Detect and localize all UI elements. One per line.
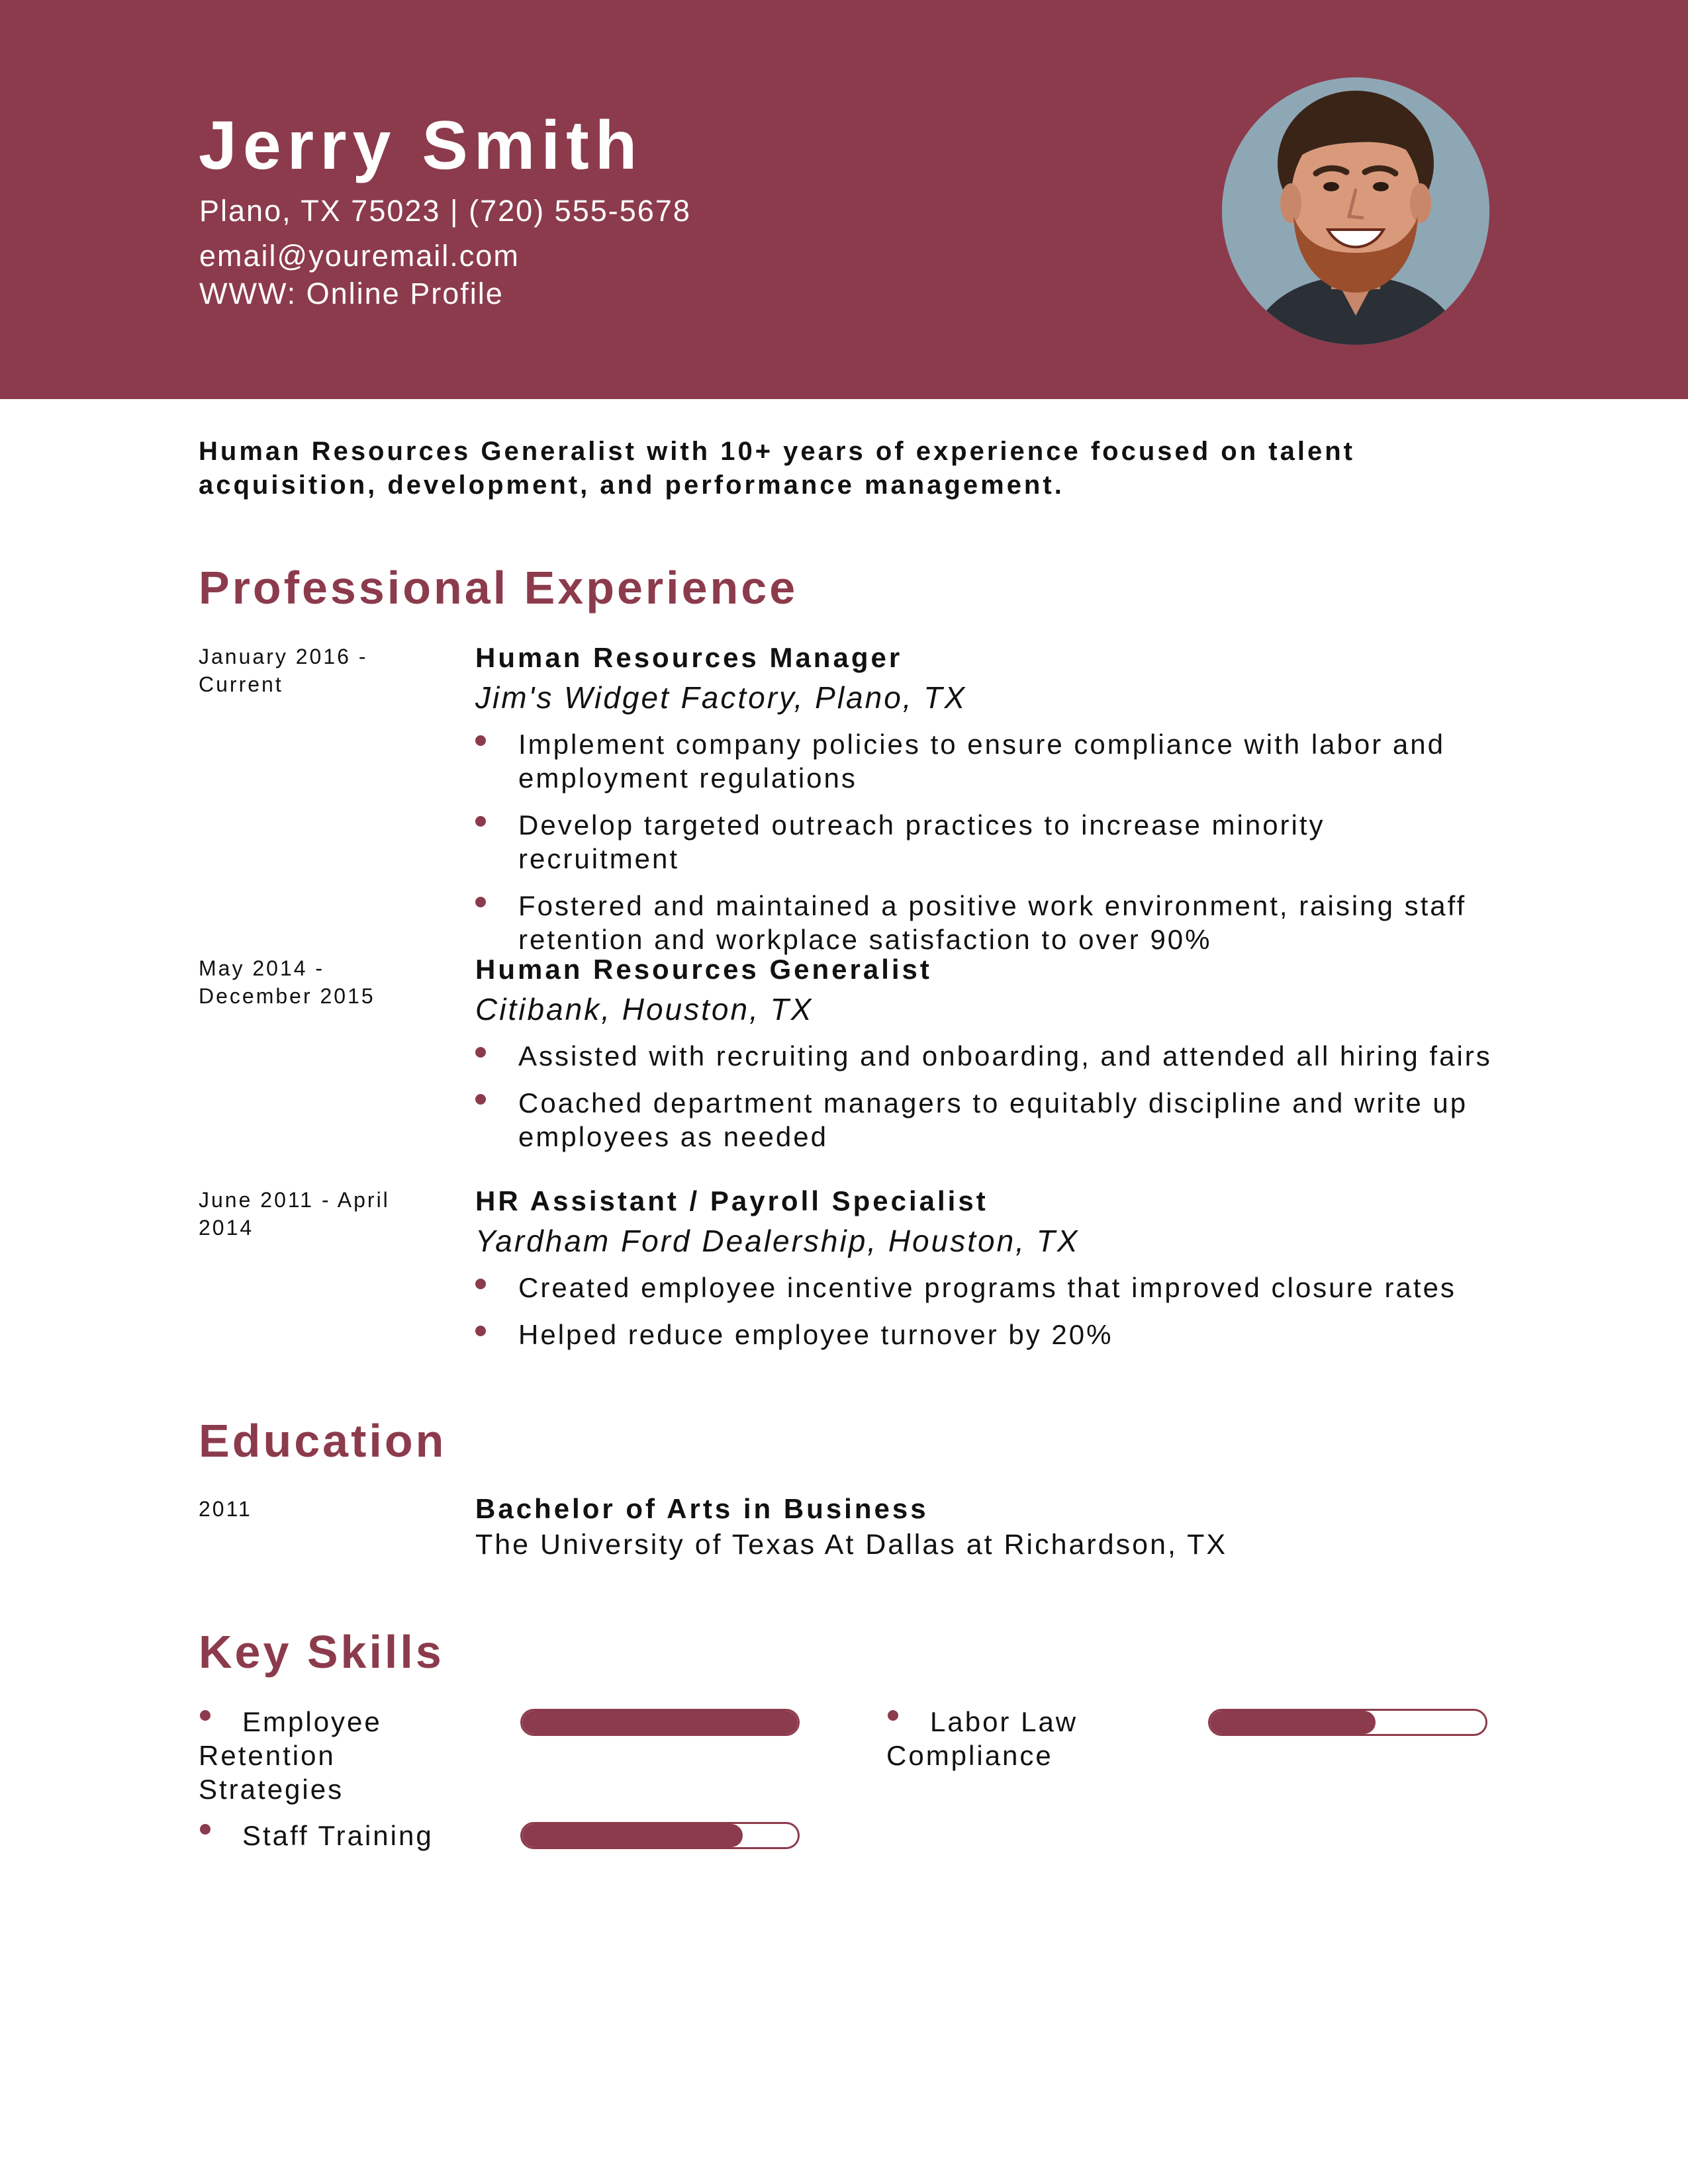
list-item — [475, 808, 1495, 876]
profile-photo — [1222, 77, 1489, 345]
list-item — [475, 1271, 1495, 1304]
skill-level-bar — [1208, 1709, 1487, 1736]
list-item — [475, 1039, 1495, 1073]
education-year: 2011 — [199, 1497, 252, 1521]
bullet-text: Implement company policies to ensure compliance with labor and employment regulations — [518, 729, 1445, 794]
job-bullets — [475, 1039, 1495, 1167]
bullet-dot-icon — [475, 897, 486, 907]
website-link[interactable]: WWW: Online Profile — [199, 277, 504, 310]
experience-heading: Professional Experience — [199, 562, 798, 614]
portrait-illustration — [1222, 77, 1489, 345]
bullet-text: Coached department managers to equitably discipline and write up employees as needed — [518, 1087, 1468, 1152]
job-date: June 2011 - April 2014 — [199, 1188, 390, 1240]
skill-level-bar — [520, 1709, 800, 1736]
bullet-dot-icon — [475, 816, 486, 827]
job-title: Human Resources Generalist — [475, 954, 932, 985]
header-band — [0, 0, 1688, 399]
skills-heading: Key Skills — [199, 1626, 444, 1678]
list-item — [475, 1086, 1495, 1154]
list-item — [475, 1318, 1495, 1351]
skill-level-fill — [522, 1824, 743, 1847]
bullet-dot-icon — [475, 1279, 486, 1289]
job-company: Citibank, Houston, TX — [475, 992, 814, 1026]
list-item — [475, 727, 1495, 795]
bullet-dot-icon — [475, 1047, 486, 1058]
job-bullets — [475, 1271, 1495, 1365]
job-title: Human Resources Manager — [475, 642, 903, 673]
skill-label — [886, 1705, 1138, 1772]
education-school: The University of Texas At Dallas at Richardson, TX — [475, 1529, 1228, 1561]
location-phone: Plano, TX 75023 | (720) 555-5678 — [199, 194, 691, 228]
skill-level-fill — [1210, 1711, 1376, 1734]
skill-level-bar — [520, 1822, 800, 1849]
bullet-dot-icon — [475, 1326, 486, 1336]
skill-text: Staff Training — [242, 1820, 434, 1851]
job-date: January 2016 - Current — [199, 645, 368, 696]
job-bullets — [475, 727, 1495, 970]
bullet-dot-icon — [200, 1710, 211, 1721]
job-company: Yardham Ford Dealership, Houston, TX — [475, 1224, 1080, 1258]
bullet-dot-icon — [475, 735, 486, 746]
skill-level-fill — [522, 1711, 798, 1734]
bullet-text: Helped reduce employee turnover by 20% — [518, 1319, 1113, 1350]
job-company: Jim's Widget Factory, Plano, TX — [475, 680, 967, 715]
bullet-dot-icon — [475, 1094, 486, 1105]
skill-text: Labor Law Compliance — [886, 1706, 1078, 1771]
education-heading: Education — [199, 1415, 447, 1467]
skill-text: Employee Retention Strategies — [199, 1706, 382, 1805]
professional-summary: Human Resources Generalist with 10+ years of experience focused on talent acquisition, development, and performance management. — [199, 437, 1355, 500]
bullet-text: Created employee incentive programs that improved closure rates — [518, 1272, 1456, 1303]
candidate-name: Jerry Smith — [199, 107, 643, 184]
education-degree: Bachelor of Arts in Business — [475, 1493, 929, 1524]
job-date: May 2014 - December 2015 — [199, 956, 375, 1008]
bullet-dot-icon — [200, 1824, 211, 1835]
bullet-text: Fostered and maintained a positive work environment, raising staff retention and workplace satisfaction to over 90% — [518, 890, 1467, 955]
skill-label — [199, 1819, 450, 1852]
bullet-text: Develop targeted outreach practices to increase minority recruitment — [518, 809, 1325, 874]
email-link[interactable]: email@youremail.com — [199, 239, 520, 273]
skill-label — [199, 1705, 450, 1806]
list-item — [475, 889, 1495, 956]
bullet-dot-icon — [888, 1710, 898, 1721]
job-title: HR Assistant / Payroll Specialist — [475, 1185, 988, 1216]
bullet-text: Assisted with recruiting and onboarding, and attended all hiring fairs — [518, 1040, 1492, 1071]
